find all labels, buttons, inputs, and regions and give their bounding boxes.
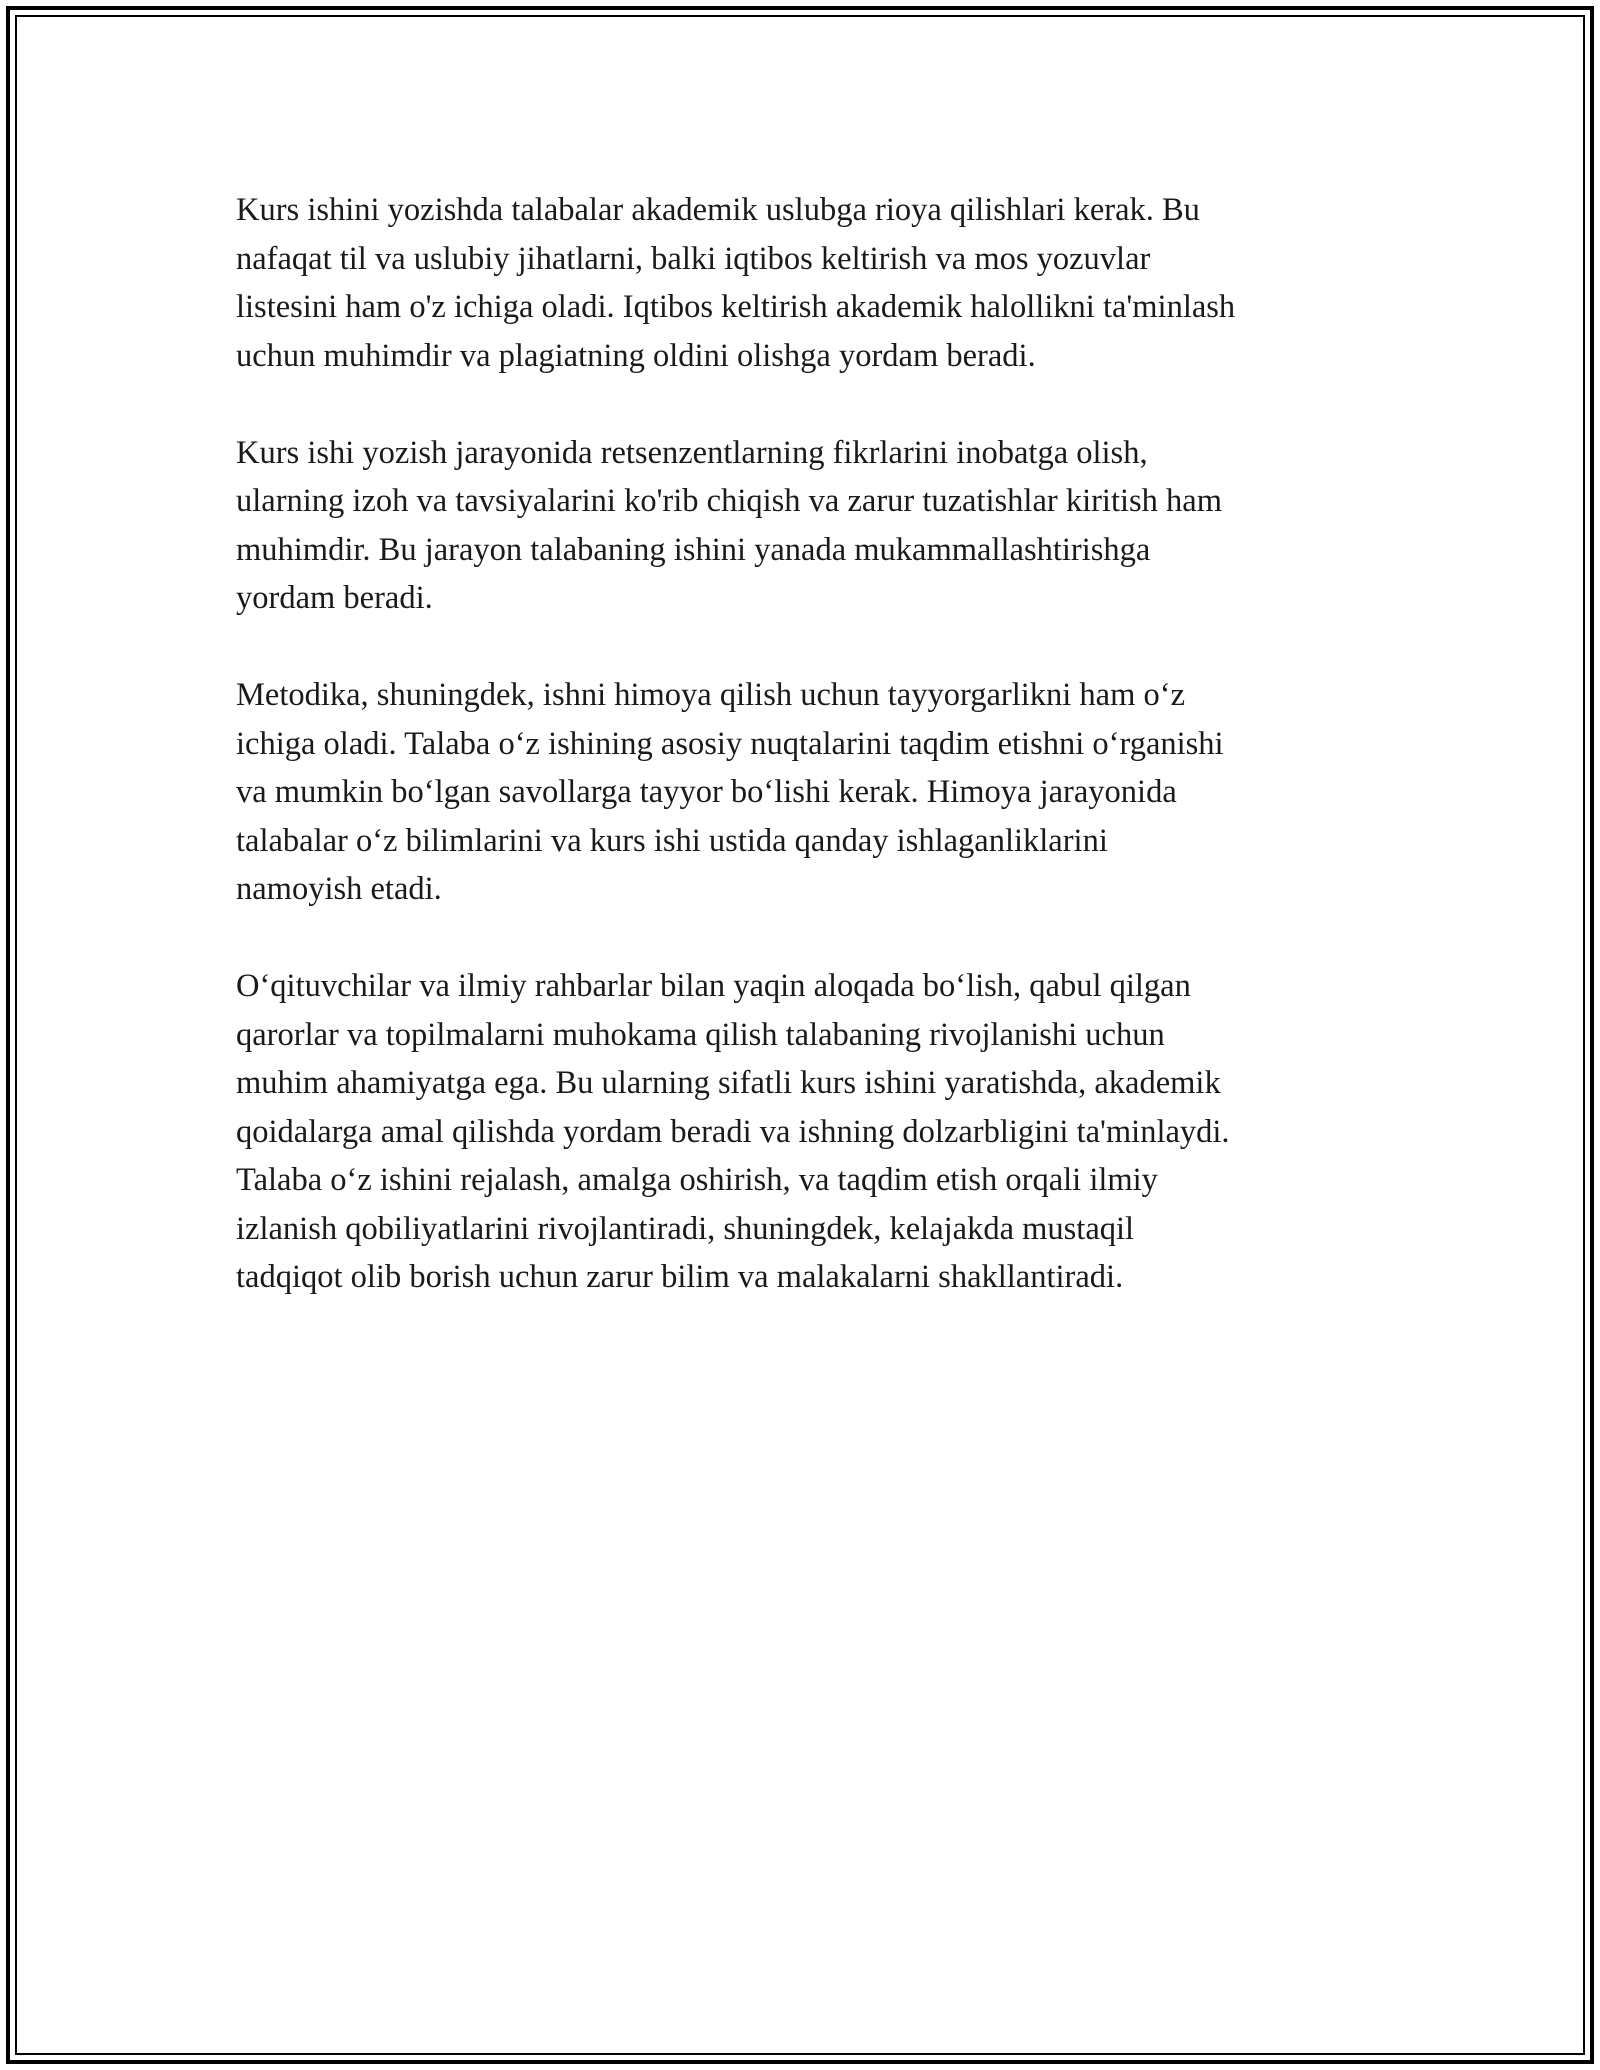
document-body xyxy=(236,186,1366,1350)
paragraph-4: Oʻqituvchilar va ilmiy rahbarlar bilan yaqin aloqada boʻlish, qabul qilgan qarorlar va topilmalarni muhokama qilish talabaning rivojlanishi uchun muhim ahamiyatga ega. Bu ularning sifatli kurs ishini yaratishda, akademik qoidalarga amal qilishda yordam beradi va ishning dolzarbligini ta'minlaydi. Talaba oʻz ishini rejalash, amalga oshirish, va taqdim etish orqali ilmiy izlanish qobiliyatlarini rivojlantiradi, shuningdek, kelajakda mustaqil tadqiqot olib borish uchun zarur bilim va malakalarni shakllantiradi. xyxy=(236,968,1230,1295)
paragraph-2: Kurs ishi yozish jarayonida retsenzentlarning fikrlarini inobatga olish, ularning izoh va tavsiyalarini ko'rib chiqish va zarur tuzatishlar kiritish ham muhimdir. Bu jarayon talabaning ishini yanada mukammallashtirishga yordam beradi. xyxy=(236,434,1222,616)
paragraph-1: Kurs ishini yozishda talabalar akademik uslubga rioya qilishlari kerak. Bu nafaqat til va uslubiy jihatlarni, balki iqtibos keltirish va mos yozuvlar listesini ham o'z ichiga oladi. Iqtibos keltirish akademik halollikni ta'minlash uchun muhimdir va plagiatning oldini olishga yordam beradi. xyxy=(236,192,1236,374)
paragraph-3: Metodika, shuningdek, ishni himoya qilish uchun tayyorgarlikni ham oʻz ichiga oladi. Talaba oʻz ishining asosiy nuqtalarini taqdim etishni oʻrganishi va mumkin boʻlgan savollarga tayyor boʻlishi kerak. Himoya jarayonida talabalar oʻz bilimlarini va kurs ishi ustida qanday ishlaganliklarini namoyish etadi. xyxy=(236,677,1224,907)
